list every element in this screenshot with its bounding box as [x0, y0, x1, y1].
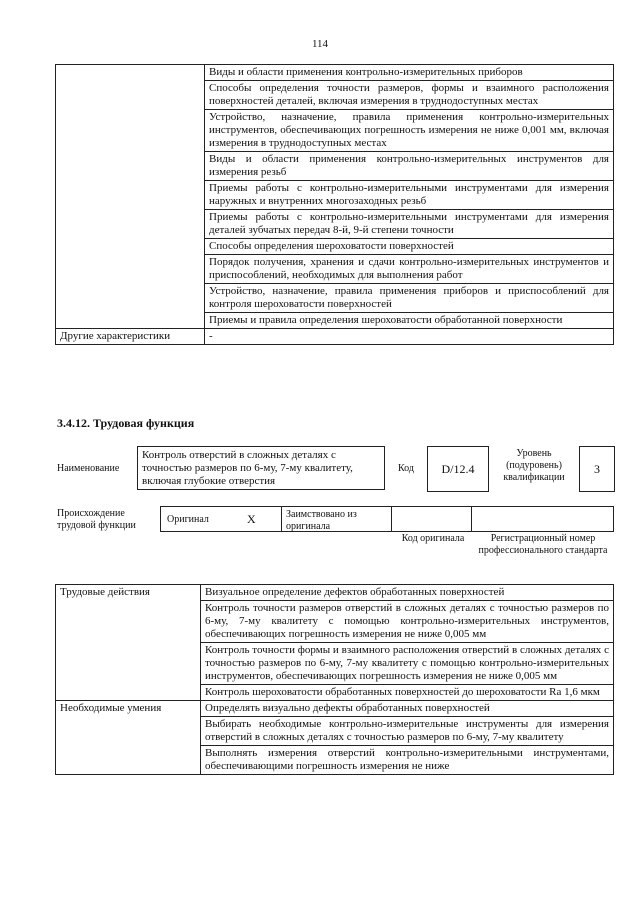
- actions-label: Трудовые действия: [56, 585, 201, 701]
- level-label: Уровень (подуровень) квалификации: [503, 448, 565, 483]
- knowledge-row: Устройство, назначение, правила применения приборов и приспособлений для контроля шероховатости поверхностей: [205, 284, 614, 313]
- registration-number-caption: Регистрационный номер профессионального стандарта: [478, 533, 608, 556]
- original-label: Оригинал: [167, 514, 209, 525]
- knowledge-table: [55, 64, 614, 345]
- knowledge-row: Приемы работы с контрольно-измерительными инструментами для измерения деталей зубчатых передач 8-й, 9-й степени точности: [205, 210, 614, 239]
- registration-number-cell: [471, 506, 614, 532]
- original-code-cell: [391, 506, 472, 532]
- knowledge-row: Устройство, назначение, правила применения контрольно-измерительных инструментов, обеспечивающих погрешность измерения не ниже 0,001 мм, включая измерения в труднодоступных местах: [205, 110, 614, 152]
- original-cell: [160, 506, 282, 532]
- level-value: 3: [579, 446, 615, 492]
- function-table: [55, 584, 614, 775]
- knowledge-row: Способы определения точности размеров, формы и взаимного расположения поверхностей деталей, включая измерения в труднодоступных местах: [205, 81, 614, 110]
- borrowed-cell: [281, 506, 392, 532]
- name-label: Наименование: [57, 463, 120, 474]
- origin-row: [160, 506, 614, 532]
- page-number: 114: [311, 38, 329, 50]
- knowledge-row: Виды и области применения контрольно-измерительных приборов: [205, 65, 614, 81]
- knowledge-row: Приемы работы с контрольно-измерительными инструментами для измерения наружных и внутренних многозаходных резьб: [205, 181, 614, 210]
- action-row: Контроль точности формы и взаимного расположения отверстий в сложных деталях с точностью размеров по 6-му, 7-му квалитету с помощью контрольно-измерительных инструментов, обеспечивающих погрешность измерения не ниже 0,005 мм: [201, 643, 614, 685]
- original-mark: X: [247, 512, 256, 526]
- knowledge-row: Виды и области применения контрольно-измерительных инструментов для измерения резьб: [205, 152, 614, 181]
- name-value: Контроль отверстий в сложных деталях с точностью размеров по 6-му, 7-му квалитету, включая глубокие отверстия: [137, 446, 385, 490]
- knowledge-row: Приемы и правила определения шероховатости обработанной поверхности: [205, 313, 614, 329]
- action-row: Контроль шероховатости обработанных поверхностей до шероховатости Ra 1,6 мкм: [201, 685, 614, 701]
- knowledge-row: Порядок получения, хранения и сдачи контрольно-измерительных инструментов и приспособлений, необходимых для выполнения работ: [205, 255, 614, 284]
- knowledge-label-cell: [56, 65, 205, 329]
- action-row: Визуальное определение дефектов обработанных поверхностей: [201, 585, 614, 601]
- code-value: D/12.4: [427, 446, 489, 492]
- code-original-caption: Код оригинала: [401, 533, 465, 544]
- borrowed-label: Заимствовано из оригинала: [286, 509, 357, 532]
- skill-row: Выполнять измерения отверстий контрольно-измерительными инструментами, обеспечивающими погрешность измерения не ниже: [201, 746, 614, 775]
- skill-row: Определять визуально дефекты обработанных поверхностей: [201, 701, 614, 717]
- knowledge-row: Способы определения шероховатости поверхностей: [205, 239, 614, 255]
- skills-label: Необходимые умения: [56, 701, 201, 775]
- skill-row: Выбирать необходимые контрольно-измерительные инструменты для измерения отверстий в сложных деталях с точностью размеров по 6-му, 7-му квалитету: [201, 717, 614, 746]
- action-row: Контроль точности размеров отверстий в сложных деталях с точностью размеров по 6-му, 7-му квалитету с помощью контрольно-измерительных инструментов, обеспечивающих погрешность измерения не ниже 0,005 мм: [201, 601, 614, 643]
- code-label: Код: [398, 463, 414, 474]
- origin-label: Происхождение трудовой функции: [57, 508, 136, 531]
- section-title: 3.4.12. Трудовая функция: [57, 416, 195, 430]
- other-characteristics-value: -: [205, 329, 614, 345]
- other-characteristics-label: Другие характеристики: [56, 329, 205, 345]
